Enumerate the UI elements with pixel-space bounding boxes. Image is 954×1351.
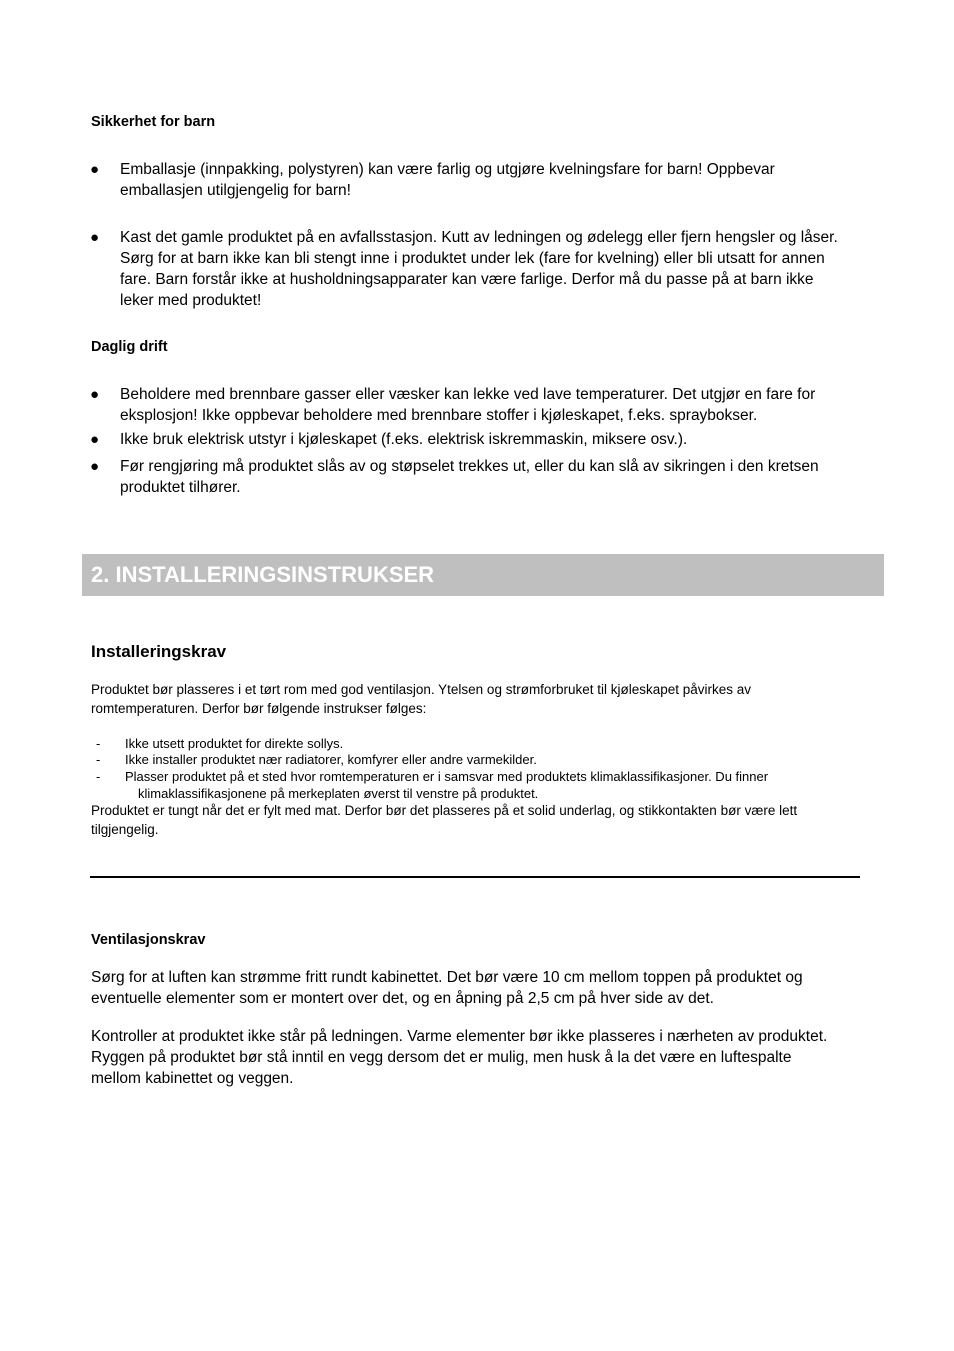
text-line: Før rengjøring må produktet slås av og støpselet trekkes ut, eller du kan slå av sikringen i den kretsen (120, 458, 819, 475)
bullet-dot: ● (90, 161, 100, 178)
text-line: Kast det gamle produktet på en avfallsstasjon. Kutt av ledningen og ødelegg eller fjern hengsler og låser. (120, 229, 838, 246)
text-line: Kontroller at produktet ikke står på ledningen. Varme elementer bør ikke plasseres i nærheten av produktet. (91, 1028, 828, 1045)
text-line: emballasjen utilgjengelig for barn! (120, 182, 351, 199)
text-line: Plasser produktet på et sted hvor romtemperaturen er i samsvar med produktets klimaklassifikasjoner. Du finner (125, 769, 769, 784)
outro-paragraph (91, 801, 871, 839)
list-item (120, 429, 880, 450)
text-line: produktet tilhører. (120, 479, 241, 496)
bullet-dot: ● (90, 229, 100, 246)
list-item (120, 227, 880, 311)
bullet-dot: ● (90, 458, 100, 475)
list-item (120, 159, 880, 201)
dash-marker: - (96, 752, 101, 767)
horizontal-divider (90, 876, 860, 878)
text-line: Emballasje (innpakking, polystyren) kan være farlig og utgjøre kvelningsfare for barn! Oppbevar (120, 161, 775, 178)
section-banner (82, 554, 884, 596)
section-heading-ventilation: Ventilasjonskrav (91, 932, 206, 948)
text-line: Produktet er tungt når det er fylt med mat. Derfor bør det plasseres på et solid underlag, og stikkontakten bør være lett (91, 803, 798, 818)
list-item (120, 456, 880, 498)
section-heading-child-safety: Sikkerhet for barn (91, 114, 216, 130)
text-line: leker med produktet! (120, 292, 262, 309)
list-item (120, 384, 880, 426)
text-line: eventuelle elementer som er montert over det, og en åpning på 2,5 cm på hver side av det. (91, 990, 714, 1007)
text-line: Sørg for at luften kan strømme fritt rundt kabinettet. Det bør være 10 cm mellom toppen på produktet og (91, 969, 803, 986)
text-line: Ryggen på produktet bør stå inntil en vegg dersom det er mulig, men husk å la det være en luftespalte (91, 1049, 792, 1066)
bullet-dot: ● (90, 386, 100, 403)
text-line: Ikke installer produktet nær radiatorer, komfyrer eller andre varmekilder. (125, 752, 537, 767)
ventilation-paragraph-1 (91, 967, 871, 1009)
text-line: eksplosjon! Ikke oppbevar beholdere med brennbare stoffer i kjøleskapet, f.eks. spraybokser. (120, 407, 758, 424)
text-line: Sørg for at barn ikke kan bli stengt inne i produktet under lek (fare for kvelning) eller bli utsatt for annen (120, 250, 825, 267)
text-line: mellom kabinettet og veggen. (91, 1070, 294, 1087)
section-heading-install-requirements: Installeringskrav (91, 642, 227, 661)
text-line: klimaklassifikasjonene på merkeplaten øverst til venstre på produktet. (138, 785, 539, 801)
list-item (125, 769, 865, 802)
text-line: Produktet bør plasseres i et tørt rom med god ventilasjon. Ytelsen og strømforbruket til kjøleskapet påvirkes av (91, 682, 752, 697)
intro-paragraph (91, 680, 871, 718)
dash-marker: - (96, 736, 101, 751)
section-heading-daily: Daglig drift (91, 339, 168, 355)
ventilation-paragraph-2 (91, 1026, 871, 1089)
text-line: tilgjengelig. (91, 822, 159, 837)
text-line: Beholdere med brennbare gasser eller væsker kan lekke ved lave temperaturer. Det utgjør en fare for (120, 386, 816, 403)
list-item (125, 736, 865, 753)
text-line: romtemperaturen. Derfor bør følgende instrukser følges: (91, 701, 427, 716)
text-line: Ikke bruk elektrisk utstyr i kjøleskapet (f.eks. elektrisk iskremmaskin, miksere osv.). (120, 431, 688, 448)
bullet-dot: ● (90, 431, 100, 448)
text-line: Ikke utsett produktet for direkte sollys. (125, 736, 344, 751)
list-item (125, 752, 865, 769)
text-line: fare. Barn forstår ikke at husholdningsapparater kan være farlige. Derfor må du passe på at barn ikke (120, 271, 814, 288)
section-banner-title: 2. INSTALLERINGSINSTRUKSER (91, 562, 435, 587)
dash-marker: - (96, 769, 101, 784)
